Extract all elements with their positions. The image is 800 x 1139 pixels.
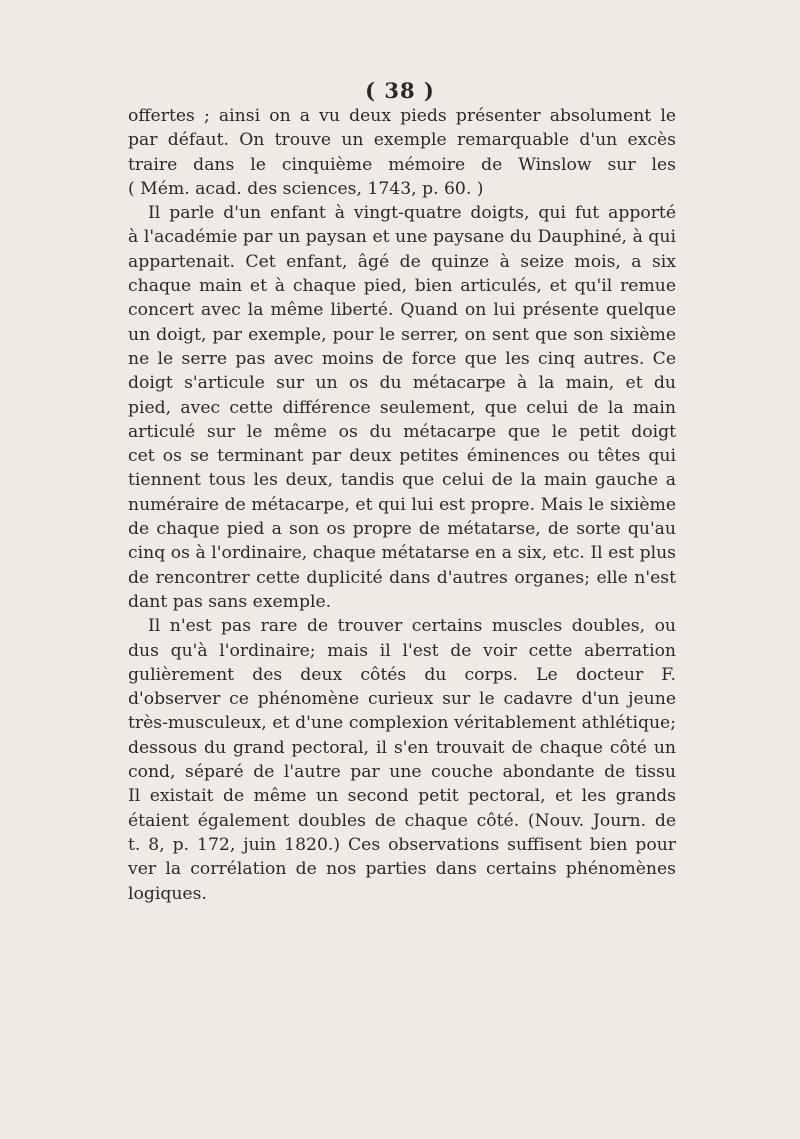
text-line: concert avec la même liberté. Quand on lui présente quelque — [128, 300, 676, 321]
text-line: articulé sur le même os du métacarpe que le petit doigt — [128, 421, 676, 442]
page-number: ( 38 ) — [365, 78, 435, 103]
text-line: dessous du grand pectoral, il s'en trouvait de chaque côté un — [128, 737, 676, 758]
text-line: étaient également doubles de chaque côté. (Nouv. Journ. de — [128, 810, 676, 831]
text-line: pied, avec cette différence seulement, que celui de la main — [128, 397, 676, 418]
text-line: logiques. — [128, 883, 207, 904]
text-line: d'observer ce phénomène curieux sur le cadavre d'un jeune — [128, 689, 676, 710]
text-line: ver la corrélation de nos parties dans certains phénomènes — [128, 859, 676, 880]
text-line: par défaut. On trouve un exemple remarquable d'un excès — [128, 130, 676, 151]
text-line: gulièrement des deux côtés du corps. Le docteur F. — [128, 664, 676, 685]
text-line: numéraire de métacarpe, et qui lui est propre. Mais le sixième — [128, 494, 676, 515]
text-line: à l'académie par un paysan et une paysane du Dauphiné, à qui — [128, 227, 676, 248]
text-line: cet os se terminant par deux petites éminences ou têtes qui — [128, 446, 676, 467]
body-text — [128, 104, 676, 906]
text-line: appartenait. Cet enfant, âgé de quinze à seize mois, a six — [128, 251, 676, 272]
text-line: t. 8, p. 172, juin 1820.) Ces observations suffisent bien pour — [128, 834, 676, 855]
text-line: de rencontrer cette duplicité dans d'autres organes; elle n'est — [128, 567, 676, 588]
text-line: de chaque pied a son os propre de métatarse, de sorte qu'au — [128, 519, 676, 540]
text-line: Il parle d'un enfant à vingt-quatre doigts, qui fut apporté — [148, 203, 676, 224]
text-line: un doigt, par exemple, pour le serrer, on sent que son sixième — [128, 324, 676, 345]
text-line: dus qu'à l'ordinaire; mais il l'est de voir cette aberration — [128, 640, 676, 661]
text-line: doigt s'articule sur un os du métacarpe à la main, et du — [128, 373, 676, 394]
text-line: tiennent tous les deux, tandis que celui de la main gauche a — [128, 470, 676, 491]
text-line: Il existait de même un second petit pectoral, et les grands — [128, 786, 676, 807]
text-line: dant pas sans exemple. — [128, 591, 332, 612]
text-line: Il n'est pas rare de trouver certains muscles doubles, ou — [148, 616, 676, 637]
text-line: très-musculeux, et d'une complexion véritablement athlétique; — [128, 713, 676, 734]
text-line: ne le serre pas avec moins de force que les cinq autres. Ce — [128, 348, 676, 369]
text-line: cond, séparé de l'autre par une couche abondante de tissu — [128, 762, 676, 783]
text-line: chaque main et à chaque pied, bien articulés, et qu'il remue — [128, 276, 676, 297]
text-line: offertes ; ainsi on a vu deux pieds présenter absolument le — [128, 106, 676, 126]
text-line: ( Mém. acad. des sciences, 1743, p. 60. ) — [128, 178, 484, 199]
text-line: traire dans le cinquième mémoire de Winslow sur les — [128, 154, 676, 175]
text-line: cinq os à l'ordinaire, chaque métatarse en a six, etc. Il est plus — [128, 543, 676, 564]
